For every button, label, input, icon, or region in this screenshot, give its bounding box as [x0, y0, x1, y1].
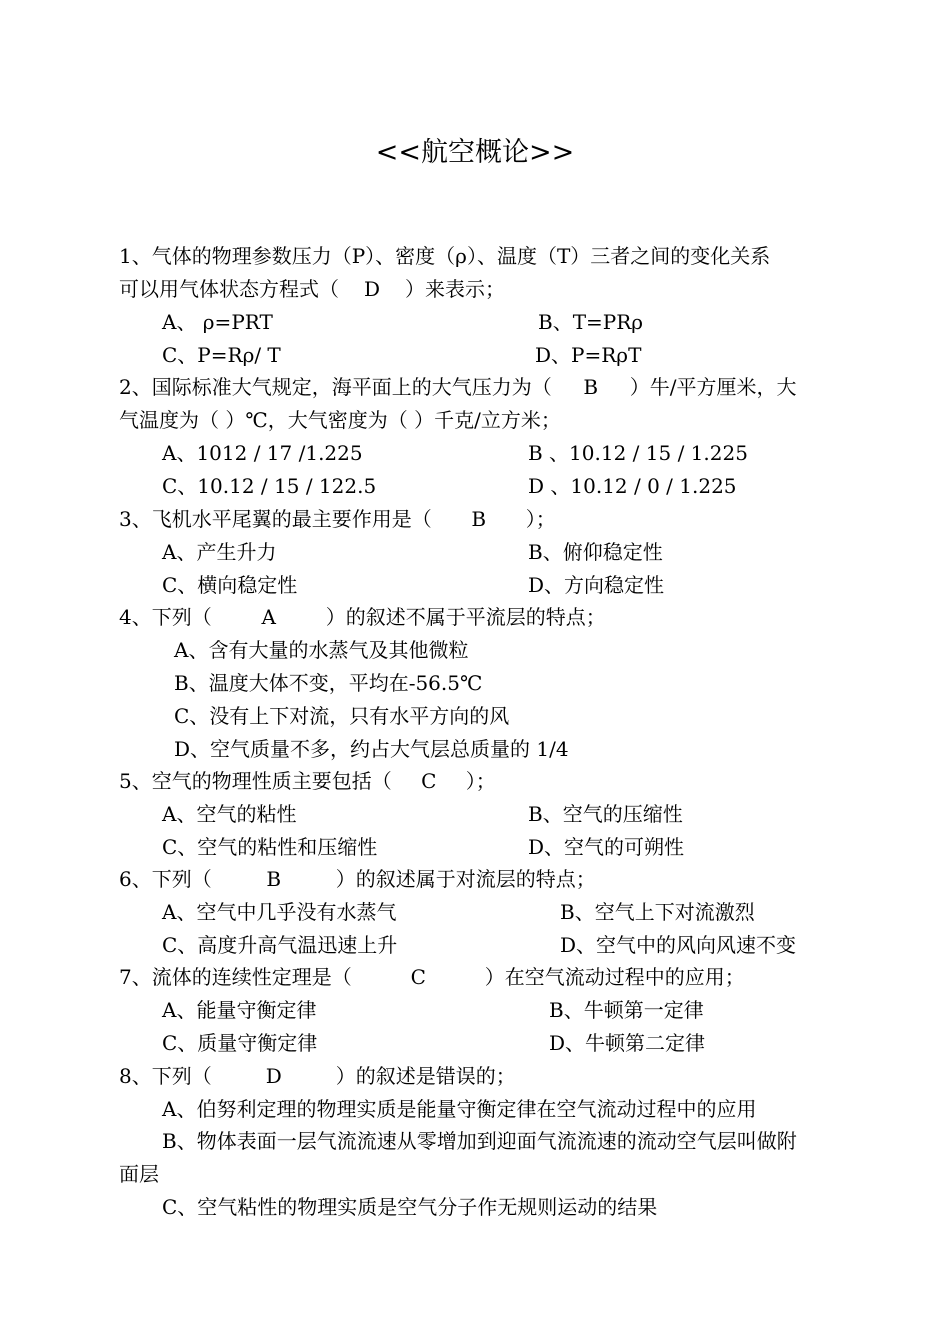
question-1-line-1: 1、气体的物理参数压力（P）、密度（ρ）、温度（T）三者之间的变化关系: [119, 244, 771, 268]
question-2-option-d: D 、10.12 / 0 / 1.225: [528, 474, 737, 498]
question-2-line-1: 2、国际标准大气规定，海平面上的大气压力为（ B ）牛/平方厘米，大: [119, 375, 797, 399]
question-5-option-c: C、空气的粘性和压缩性: [162, 835, 378, 859]
question-2-option-b: B 、10.12 / 15 / 1.225: [528, 441, 748, 465]
question-3-line-1: 3、飞机水平尾翼的最主要作用是（ B ）；: [119, 507, 556, 531]
question-5-option-a: A、空气的粘性: [162, 802, 297, 826]
question-8-option-c: C、空气粘性的物理实质是空气分子作无规则运动的结果: [162, 1195, 658, 1219]
question-7-answer: C: [410, 965, 426, 989]
question-3-option-d: D、方向稳定性: [528, 573, 665, 597]
question-8-option-b: B、物体表面一层气流流速从零增加到迎面气流流速的流动空气层叫做附: [162, 1129, 797, 1153]
question-4-answer: A: [261, 605, 276, 629]
question-6-option-d: D、空气中的风向风速不变: [560, 933, 797, 957]
question-7-option-a: A、能量守衡定律: [162, 998, 317, 1022]
question-2-option-c: C、10.12 / 15 / 122.5: [162, 474, 377, 498]
question-5-answer: C: [421, 769, 437, 793]
question-3-option-c: C、横向稳定性: [162, 573, 298, 597]
question-6-option-a: A、空气中几乎没有水蒸气: [162, 900, 397, 924]
question-7-line-1: 7、流体的连续性定理是（ C ）在空气流动过程中的应用；: [119, 965, 745, 989]
question-3-option-a: A、产生升力: [162, 540, 277, 564]
question-5-option-b: B、空气的压缩性: [528, 802, 683, 826]
question-8-option-a: A、伯努利定理的物理实质是能量守衡定律在空气流动过程中的应用: [162, 1097, 757, 1121]
question-1-option-b: B、T=PRρ: [538, 310, 644, 334]
question-5-option-d: D、空气的可朔性: [528, 835, 685, 859]
question-3-option-b: B、俯仰稳定性: [528, 540, 663, 564]
question-6-line-1: 6、下列（ B ）的叙述属于对流层的特点；: [119, 867, 596, 891]
question-8-line-1: 8、下列（ D ）的叙述是错误的；: [119, 1064, 516, 1088]
question-6-answer: B: [266, 867, 282, 891]
question-8-option-b-continued: 面层: [119, 1162, 159, 1186]
question-6-option-b: B、空气上下对流激烈: [560, 900, 755, 924]
question-4-option-d: D、空气质量不多，约占大气层总质量的 1/4: [174, 737, 569, 761]
question-6-option-c: C、高度升高气温迅速上升: [162, 933, 398, 957]
question-1-option-a: A、 ρ=PRT: [162, 310, 273, 334]
question-7-option-c: C、质量守衡定律: [162, 1031, 318, 1055]
question-4-line-1: 4、下列（ A ）的叙述不属于平流层的特点；: [119, 605, 606, 629]
question-4-option-b: B、温度大体不变，平均在-56.5℃: [174, 671, 483, 695]
question-2-option-a: A、1012 / 17 /1.225: [162, 441, 363, 465]
question-2-answer: B: [583, 375, 599, 399]
question-7-option-b: B、牛顿第一定律: [549, 998, 704, 1022]
question-1-answer: D: [363, 277, 381, 301]
question-2-line-2: 气温度为（ ）℃，大气密度为（ ）千克/立方米；: [119, 408, 561, 432]
question-4-option-c: C、没有上下对流，只有水平方向的风: [174, 704, 510, 728]
question-7-option-d: D、牛顿第二定律: [549, 1031, 706, 1055]
question-8-answer: D: [265, 1064, 282, 1088]
question-4-option-a: A、含有大量的水蒸气及其他微粒: [174, 638, 469, 662]
question-1-option-d: D、P=RρT: [535, 343, 642, 367]
question-5-line-1: 5、空气的物理性质主要包括（ C ）；: [119, 769, 496, 793]
question-1-line-2: 可以用气体状态方程式（ D ）来表示；: [119, 277, 505, 301]
question-1-option-c: C、P=Rρ/ T: [162, 343, 281, 367]
question-3-answer: B: [471, 507, 487, 531]
document-title: <<航空概论>>: [375, 137, 575, 168]
